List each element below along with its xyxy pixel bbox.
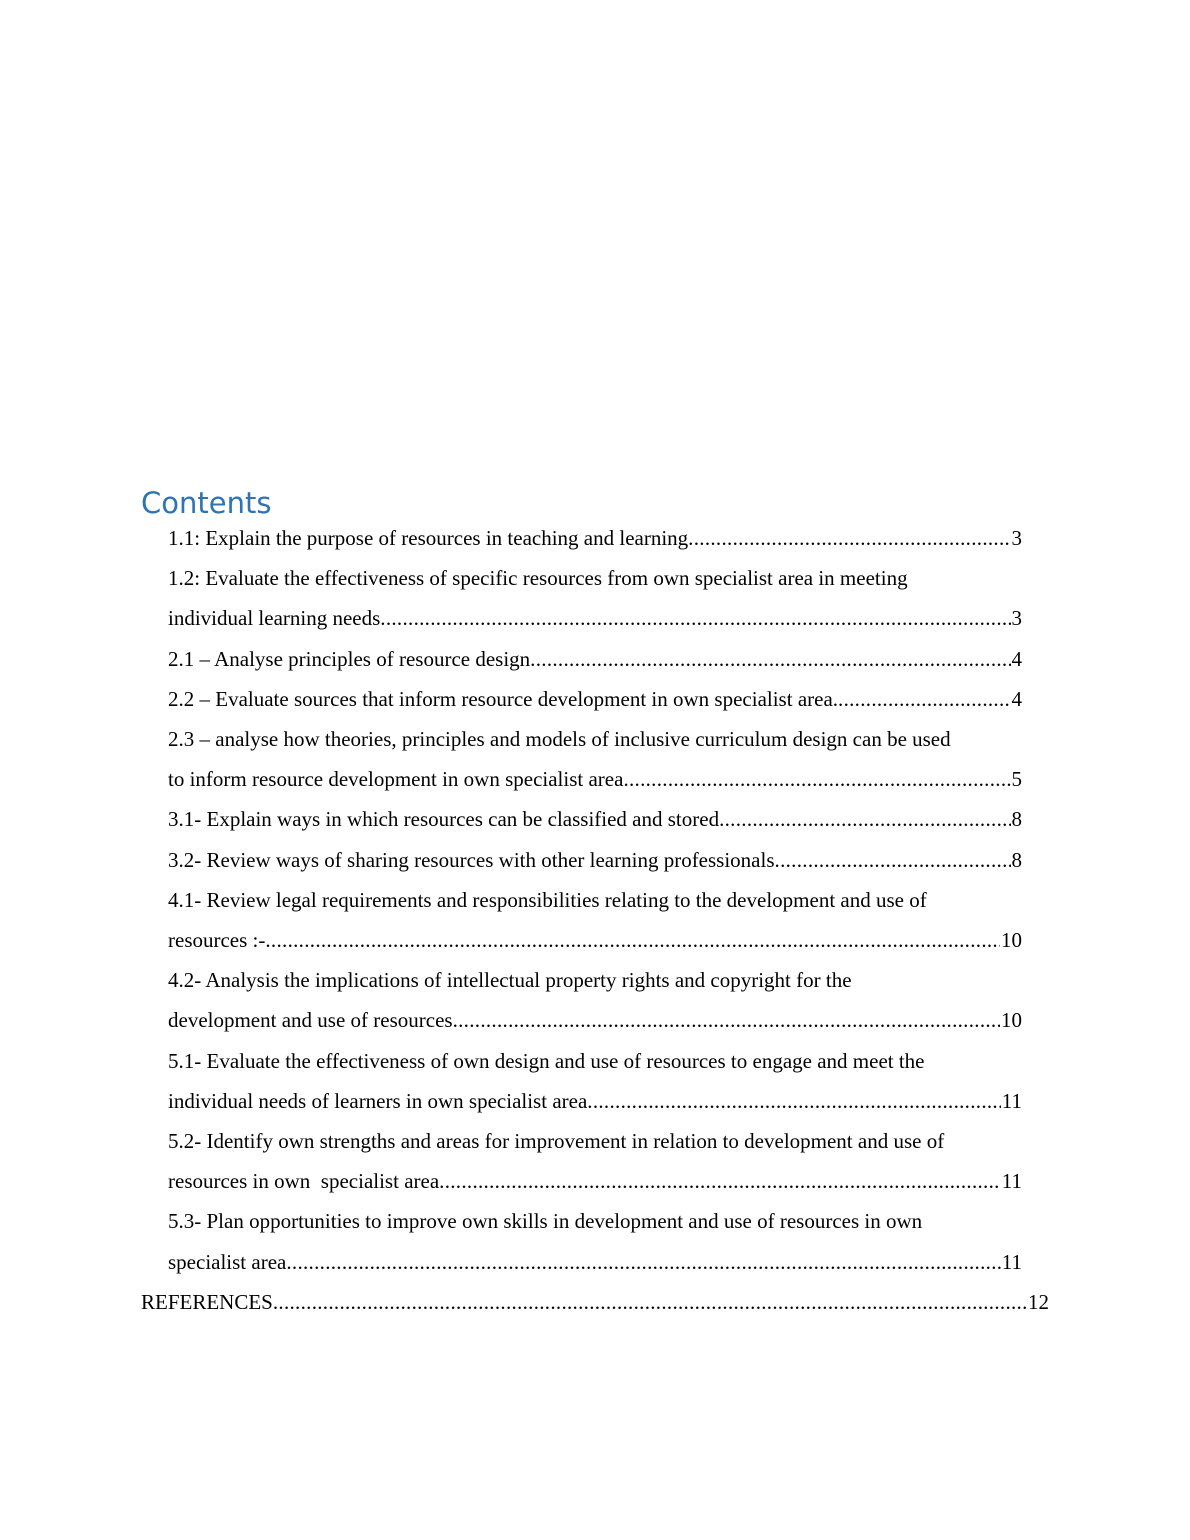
toc-page-number: 4 — [1011, 686, 1022, 711]
toc-entry-text: 2.2 – Evaluate sources that inform resource development in own specialist area. — [168, 686, 839, 711]
leader-dots — [530, 639, 1010, 679]
toc-entry-4-1[interactable] — [168, 880, 1048, 960]
toc-entry-1-2[interactable] — [168, 558, 1048, 638]
toc-entry-text-first-line: 2.3 – analyse how theories, principles and models of inclusive curriculum design can be used — [168, 727, 951, 752]
toc-entry-text-first-line: 1.2: Evaluate the effectiveness of specific resources from own specialist area in meeting — [168, 566, 908, 591]
toc-entry-text: specialist area — [168, 1249, 287, 1274]
toc-entry-text: 3.2- Review ways of sharing resources with other learning professionals — [168, 847, 775, 872]
toc-entry-2-2[interactable] — [168, 679, 1048, 719]
toc-page-number: 12 — [1028, 1289, 1049, 1314]
toc-page-number: 4 — [1011, 646, 1022, 671]
toc-page-number: 11 — [1001, 1169, 1022, 1194]
leader-dots — [380, 598, 1010, 638]
toc-entry-text: resources :- — [168, 928, 266, 953]
toc-entry-1-1[interactable] — [168, 518, 1048, 558]
leader-dots — [439, 1161, 1001, 1201]
toc-entry-references[interactable] — [141, 1282, 1049, 1322]
leader-dots — [719, 799, 1010, 839]
leader-dots — [775, 840, 1011, 880]
toc-page-number: 3 — [1011, 606, 1022, 631]
leader-dots — [265, 920, 1000, 960]
toc-page-number: 8 — [1011, 807, 1022, 832]
toc-page-number: 11 — [1001, 1088, 1022, 1113]
leader-dots — [623, 759, 1010, 799]
toc-entry-text-first-line: 5.2- Identify own strengths and areas for improvement in relation to development and use of — [168, 1129, 945, 1154]
toc-page-number: 10 — [1001, 1008, 1022, 1033]
toc-entry-text: to inform resource development in own specialist area — [168, 767, 624, 792]
toc-entry-5-1[interactable] — [168, 1041, 1048, 1121]
toc-entry-text: REFERENCES — [141, 1289, 273, 1314]
toc-page-number: 8 — [1011, 847, 1022, 872]
toc-entry-5-3[interactable] — [168, 1201, 1048, 1281]
toc-page-number: 10 — [1001, 928, 1022, 953]
leader-dots — [273, 1282, 1027, 1322]
toc-entry-text: individual needs of learners in own specialist area — [168, 1088, 588, 1113]
toc-entry-text-first-line: 5.3- Plan opportunities to improve own skills in development and use of resources in own — [168, 1209, 923, 1234]
toc-entry-text-first-line: 4.1- Review legal requirements and responsibilities relating to the development and use of — [168, 887, 927, 912]
toc-entry-4-2[interactable] — [168, 960, 1048, 1040]
toc-entry-text: resources in own specialist area — [168, 1169, 440, 1194]
leader-dots — [286, 1242, 1000, 1282]
toc-entry-3-1[interactable] — [168, 799, 1048, 839]
toc-page-number: 3 — [1011, 526, 1022, 550]
toc-entry-3-2[interactable] — [168, 840, 1048, 880]
toc-entry-2-3[interactable] — [168, 719, 1048, 799]
toc-entry-5-2[interactable] — [168, 1121, 1048, 1201]
leader-dots — [587, 1081, 1000, 1121]
contents-heading: Contents — [141, 486, 272, 520]
toc-entry-text: development and use of resources — [168, 1008, 453, 1033]
leader-dots — [838, 679, 1010, 719]
toc-entry-text: individual learning needs — [168, 606, 381, 631]
toc-entry-text-first-line: 4.2- Analysis the implications of intellectual property rights and copyright for the — [168, 968, 852, 993]
toc-page-number: 5 — [1011, 767, 1022, 792]
toc-entry-2-1[interactable] — [168, 639, 1048, 679]
toc-entry-text: 3.1- Explain ways in which resources can be classified and stored — [168, 807, 720, 832]
toc-entry-text: 1.1: Explain the purpose of resources in teaching and learning — [168, 526, 689, 550]
toc-entry-text: 2.1 – Analyse principles of resource design — [168, 646, 531, 671]
toc-page-number: 11 — [1001, 1249, 1022, 1274]
toc-entry-text-first-line: 5.1- Evaluate the effectiveness of own design and use of resources to engage and meet the — [168, 1048, 925, 1073]
table-of-contents — [0, 518, 1190, 1322]
leader-dots — [453, 1000, 1000, 1040]
leader-dots — [688, 518, 1010, 558]
